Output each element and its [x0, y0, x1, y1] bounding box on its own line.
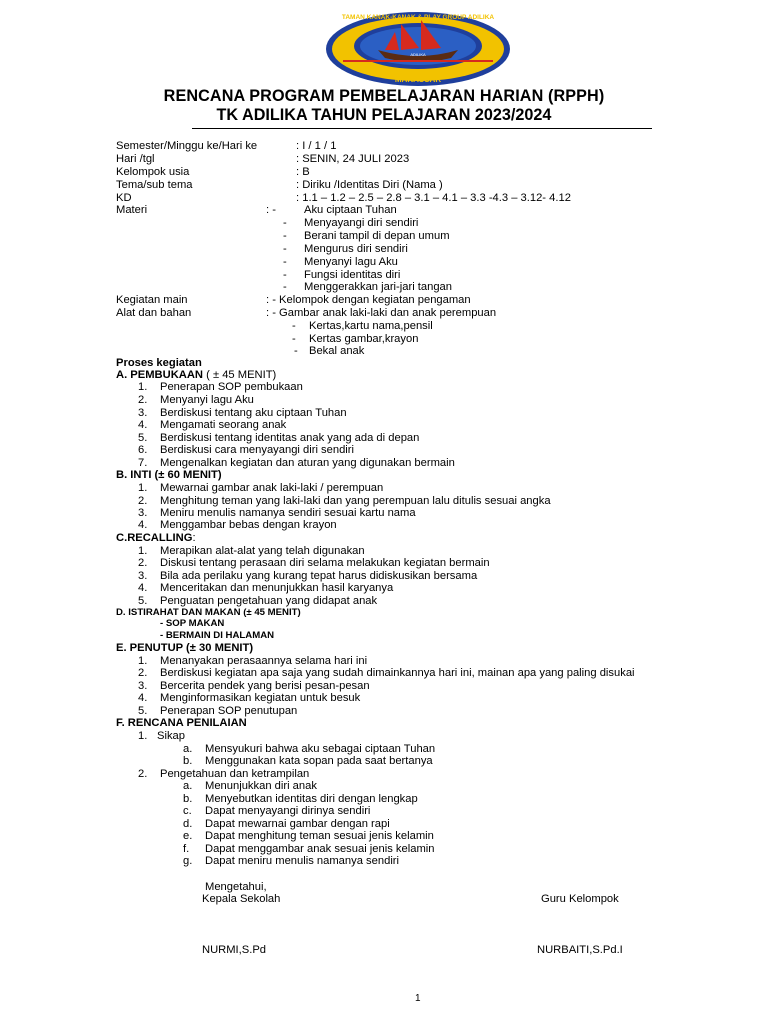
a-item: Berdiskusi tentang identitas anak yang ada di depan: [160, 432, 420, 444]
section-c-heading: C.RECALLING:: [116, 532, 196, 544]
f-num: 2.: [138, 768, 148, 780]
section-d-heading: D. ISTIRAHAT DAN MAKAN (± 45 MENIT): [116, 607, 301, 618]
logo-ship-label: ADILIKA: [410, 52, 426, 57]
f-letter: a.: [183, 743, 193, 755]
e-item: Berdiskusi kegiatan apa saja yang sudah dimainkannya hari ini, mainan apa yang paling disukai: [160, 667, 635, 679]
a-num: 7.: [138, 457, 148, 469]
a-item: Mengamati seorang anak: [160, 419, 287, 431]
dash: -: [283, 243, 287, 255]
f2-item: Dapat menyayangi dirinya sendiri: [205, 805, 371, 817]
dash: -: [283, 269, 287, 281]
f2-item: Menyebutkan identitas diri dengan lengkap: [205, 793, 418, 805]
f-letter: a.: [183, 780, 193, 792]
logo-top-text: TAMAN KANAK-KANAK & PLAY GROUP ADILIKA: [341, 14, 495, 21]
title-underline: [192, 128, 652, 129]
dash: -: [292, 333, 296, 345]
dash: -: [294, 345, 298, 357]
kd-label: KD: [116, 192, 132, 204]
a-item: Penerapan SOP pembukaan: [160, 381, 303, 393]
mengetahui-text: Mengetahui,: [205, 881, 267, 893]
e-item: Menanyakan perasaannya selama hari ini: [160, 655, 368, 667]
e-num: 5.: [138, 705, 148, 717]
c-item: Merapikan alat-alat yang telah digunakan: [160, 545, 365, 557]
f-letter: g.: [183, 855, 193, 867]
hari-label: Hari /tgl: [116, 153, 155, 165]
a-num: 6.: [138, 444, 148, 456]
e-item: Menginformasikan kegiatan untuk besuk: [160, 692, 361, 704]
b-num: 3.: [138, 507, 148, 519]
f-letter: e.: [183, 830, 193, 842]
b-item: Mewarnai gambar anak laki-laki / perempuan: [160, 482, 384, 494]
f-letter: d.: [183, 818, 193, 830]
materi-item: Menggerakkan jari-jari tangan: [304, 281, 453, 293]
b-num: 1.: [138, 482, 148, 494]
e-num: 1.: [138, 655, 148, 667]
b-num: 4.: [138, 519, 148, 531]
f2-item: Dapat mewarnai gambar dengan rapi: [205, 818, 390, 830]
dash: -: [283, 230, 287, 242]
a-num: 2.: [138, 394, 148, 406]
f2-item: Dapat meniru menulis namanya sendiri: [205, 855, 400, 867]
section-b-heading: B. INTI (± 60 MENIT): [116, 469, 222, 481]
kelompok-label: Kelompok usia: [116, 166, 190, 178]
proses-heading: Proses kegiatan: [116, 357, 202, 369]
kegiatan-label: Kegiatan main: [116, 294, 188, 306]
a-num: 5.: [138, 432, 148, 444]
c-num: 4.: [138, 582, 148, 594]
materi-label: Materi: [116, 204, 148, 216]
c-item: Penguatan pengetahuan yang didapat anak: [160, 595, 378, 607]
a-item: Berdiskusi tentang aku ciptaan Tuhan: [160, 407, 347, 419]
kepala-sekolah-label: Kepala Sekolah: [202, 893, 281, 905]
page-number: 1: [415, 993, 421, 1004]
kegiatan-value: : - Kelompok dengan kegiatan pengaman: [266, 294, 471, 306]
f-letter: f.: [183, 843, 190, 855]
c-num: 5.: [138, 595, 148, 607]
materi-colon: : -: [266, 204, 276, 216]
d-item: - SOP MAKAN: [160, 618, 225, 629]
alat-value: : - Gambar anak laki-laki dan anak perempuan: [266, 307, 497, 319]
section-f-heading: F. RENCANA PENILAIAN: [116, 717, 247, 729]
guru-kelompok-name: NURBAITI,S.Pd.I: [537, 944, 623, 956]
c-item: Diskusi tentang perasaan diri selama melakukan kegiatan bermain: [160, 557, 490, 569]
dash: -: [283, 256, 287, 268]
c-item: Menceritakan dan menunjukkan hasil karyanya: [160, 582, 394, 594]
document-subtitle: TK ADILIKA TAHUN PELAJARAN 2023/2024: [216, 106, 552, 124]
b-item: Meniru menulis namanya sendiri sesuai kartu nama: [160, 507, 416, 519]
f2-item: Dapat menghitung teman sesuai jenis kelamin: [205, 830, 434, 842]
materi-item: Menyanyi lagu Aku: [304, 256, 398, 268]
section-e-heading: E. PENUTUP (± 30 MENIT): [116, 642, 254, 654]
e-num: 4.: [138, 692, 148, 704]
school-logo: [323, 10, 513, 88]
a-item: Menyanyi lagu Aku: [160, 394, 254, 406]
logo-bottom-text: MAKASSAR: [394, 75, 442, 84]
d-item: - BERMAIN DI HALAMAN: [160, 630, 275, 641]
f-letter: b.: [183, 755, 193, 767]
kd-value: : 1.1 – 1.2 – 2.5 – 2.8 – 3.1 – 4.1 – 3.3 -4.3 – 3.12- 4.12: [296, 192, 571, 204]
f2-label: Pengetahuan dan ketrampilan: [160, 768, 310, 780]
f1-item: Menggunakan kata sopan pada saat bertanya: [205, 755, 433, 767]
a-num: 3.: [138, 407, 148, 419]
f2-item: Menunjukkan diri anak: [205, 780, 317, 792]
b-item: Menggambar bebas dengan krayon: [160, 519, 337, 531]
f1-label: Sikap: [157, 730, 185, 742]
materi-item: Menyayangi diri sendiri: [304, 217, 419, 229]
f-letter: b.: [183, 793, 193, 805]
b-num: 2.: [138, 495, 148, 507]
dash: -: [283, 217, 287, 229]
c-num: 3.: [138, 570, 148, 582]
a-item: Berdiskusi cara menyayangi diri sendiri: [160, 444, 355, 456]
document-title: RENCANA PROGRAM PEMBELAJARAN HARIAN (RPPH): [163, 87, 605, 105]
section-a-heading: A. PEMBUKAAN ( ± 45 MENIT): [116, 369, 277, 381]
materi-item: Mengurus diri sendiri: [304, 243, 408, 255]
a-num: 1.: [138, 381, 148, 393]
e-num: 2.: [138, 667, 148, 679]
a-num: 4.: [138, 419, 148, 431]
f-num: 1.: [138, 730, 148, 742]
tema-label: Tema/sub tema: [116, 179, 193, 191]
b-item: Menghitung teman yang laki-laki dan yang perempuan lalu ditulis sesuai angka: [160, 495, 551, 507]
alat-item: Kertas,kartu nama,pensil: [309, 320, 433, 332]
kelompok-value: : B: [296, 166, 310, 178]
dash: -: [292, 320, 296, 332]
alat-item: Bekal anak: [309, 345, 365, 357]
dash: -: [283, 281, 287, 293]
guru-kelompok-label: Guru Kelompok: [541, 893, 619, 905]
materi-item: Fungsi identitas diri: [304, 269, 401, 281]
hari-value: : SENIN, 24 JULI 2023: [296, 153, 410, 165]
e-item: Bercerita pendek yang berisi pesan-pesan: [160, 680, 370, 692]
a-item: Mengenalkan kegiatan dan aturan yang digunakan bermain: [160, 457, 455, 469]
alat-item: Kertas gambar,krayon: [309, 333, 419, 345]
f-letter: c.: [183, 805, 192, 817]
tema-value: : Diriku /Identitas Diri (Nama ): [296, 179, 443, 191]
c-item: Bila ada perilaku yang kurang tepat harus didiskusikan bersama: [160, 570, 478, 582]
e-num: 3.: [138, 680, 148, 692]
f1-item: Mensyukuri bahwa aku sebagai ciptaan Tuhan: [205, 743, 436, 755]
materi-item: Aku ciptaan Tuhan: [304, 204, 397, 216]
semester-label: Semester/Minggu ke/Hari ke: [116, 140, 258, 152]
kepala-sekolah-name: NURMI,S.Pd: [202, 944, 267, 956]
alat-label: Alat dan bahan: [116, 307, 192, 319]
semester-value: : I / 1 / 1: [296, 140, 337, 152]
c-num: 1.: [138, 545, 148, 557]
f2-item: Dapat menggambar anak sesuai jenis kelamin: [205, 843, 435, 855]
e-item: Penerapan SOP penutupan: [160, 705, 298, 717]
c-num: 2.: [138, 557, 148, 569]
materi-item: Berani tampil di depan umum: [304, 230, 450, 242]
